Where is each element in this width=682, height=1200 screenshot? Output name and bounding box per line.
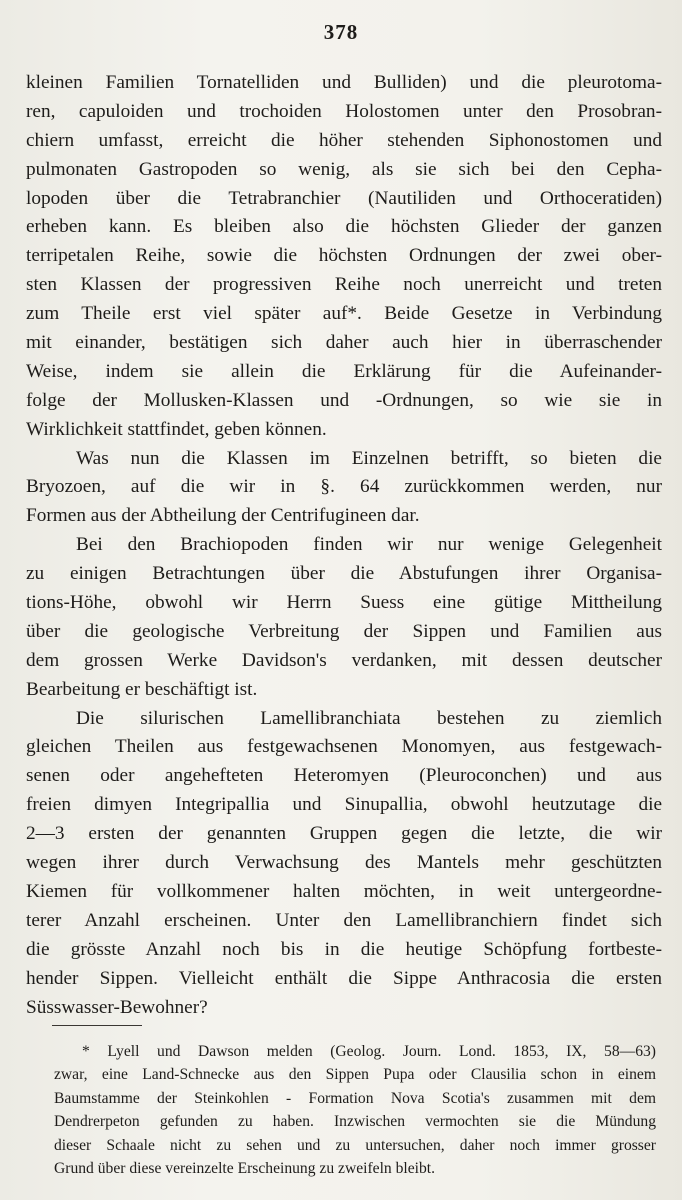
footnote-line: Grund über diese vereinzelte Erscheinung zu zweifeln bleibt. (54, 1159, 436, 1177)
footnote-line: zwar, eine Land-Schnecke aus den Sippen Pupa oder Clausilia schon in einem (54, 1066, 656, 1084)
paragraph (26, 705, 662, 1023)
footnote-divider (52, 1025, 142, 1026)
footnote-line: dieser Schaale nicht zu sehen und zu untersuchen, daher noch immer grosser (54, 1136, 656, 1154)
paragraph (26, 69, 662, 445)
text-line: Bearbeitung er beschäftigt ist. (26, 678, 258, 700)
text-line: dem grossen Werke Davidson's verdanken, mit dessen deutscher (26, 649, 662, 671)
text-line: zu einigen Betrachtungen über die Abstufungen ihrer Organisa- (26, 563, 662, 585)
footnote-line: Dendrerpeton gefunden zu haben. Inzwischen vermochten sie die Mündung (54, 1113, 656, 1131)
paragraph (26, 445, 662, 532)
text-line: tions-Höhe, obwohl wir Herrn Suess eine gütige Mittheilung (26, 592, 662, 614)
text-line: über die geologische Verbreitung der Sippen und Familien aus (26, 620, 662, 642)
page-number: 378 (323, 20, 359, 44)
text-line: freien dimyen Integripallia und Sinupallia, obwohl heutzutage die (26, 794, 662, 816)
text-line: Was nun die Klassen im Einzelnen betrifft, so bieten die (76, 447, 662, 469)
text-line: pulmonaten Gastropoden so wenig, als sie sich bei den Cepha- (26, 158, 662, 180)
text-line: terripetalen Reihe, sowie die höchsten Ordnungen der zwei ober- (26, 245, 662, 267)
text-line: senen oder angehefteten Heteromyen (Pleuroconchen) und aus (26, 765, 662, 787)
text-line: Kiemen für vollkommener halten möchten, in weit untergeordne- (26, 880, 662, 902)
text-line: Weise, indem sie allein die Erklärung für die Aufeinander- (26, 360, 662, 382)
paragraph (26, 531, 662, 704)
text-line: Bei den Brachiopoden finden wir nur wenige Gelegenheit (76, 534, 662, 556)
main-text (26, 69, 662, 1022)
text-line: 2—3 ersten der genannten Gruppen gegen die letzte, die wir (26, 823, 662, 845)
text-line: Süsswasser-Bewohner? (26, 996, 208, 1018)
text-line: wegen ihrer durch Verwachsung des Mantels mehr geschützten (26, 852, 662, 874)
footnote (54, 1040, 656, 1180)
text-line: gleichen Theilen aus festgewachsenen Monomyen, aus festgewach- (26, 736, 662, 758)
text-line: kleinen Familien Tornatelliden und Bulliden) und die pleurotoma- (26, 72, 662, 93)
text-line: die grösste Anzahl noch bis in die heutige Schöpfung fortbeste- (26, 938, 662, 960)
text-line: Die silurischen Lamellibranchiata bestehen zu ziemlich (76, 707, 662, 729)
text-line: folge der Mollusken-Klassen und -Ordnungen, so wie sie in (26, 389, 662, 411)
text-line: hender Sippen. Vielleicht enthält die Sippe Anthracosia die ersten (26, 967, 662, 989)
text-line: sten Klassen der progressiven Reihe noch unerreicht und treten (26, 274, 662, 296)
text-line: lopoden über die Tetrabranchier (Nautiliden und Orthoceratiden) (26, 187, 662, 209)
text-line: mit einander, bestätigen sich daher auch hier in überraschender (26, 332, 662, 354)
footnote-line: * Lyell und Dawson melden (Geolog. Journ. Lond. 1853, IX, 58—63) (82, 1043, 656, 1060)
text-line: chiern umfasst, erreicht die höher stehenden Siphonostomen und (26, 129, 662, 151)
text-line: terer Anzahl erscheinen. Unter den Lamellibranchiern findet sich (26, 909, 662, 931)
text-line: Bryozoen, auf die wir in §. 64 zurückkommen werden, nur (26, 476, 662, 498)
text-line: zum Theile erst viel später auf*. Beide Gesetze in Verbindung (26, 303, 662, 325)
footnote-line: Baumstamme der Steinkohlen - Formation Nova Scotia's zusammen mit dem (54, 1089, 656, 1107)
text-line: ren, capuloiden und trochoiden Holostomen unter den Prosobran- (26, 100, 662, 122)
text-line: Wirklichkeit stattfindet, geben können. (26, 418, 327, 440)
text-line: Formen aus der Abtheilung der Centrifugineen dar. (26, 505, 420, 527)
text-line: erheben kann. Es bleiben also die höchsten Glieder der ganzen (26, 216, 662, 238)
